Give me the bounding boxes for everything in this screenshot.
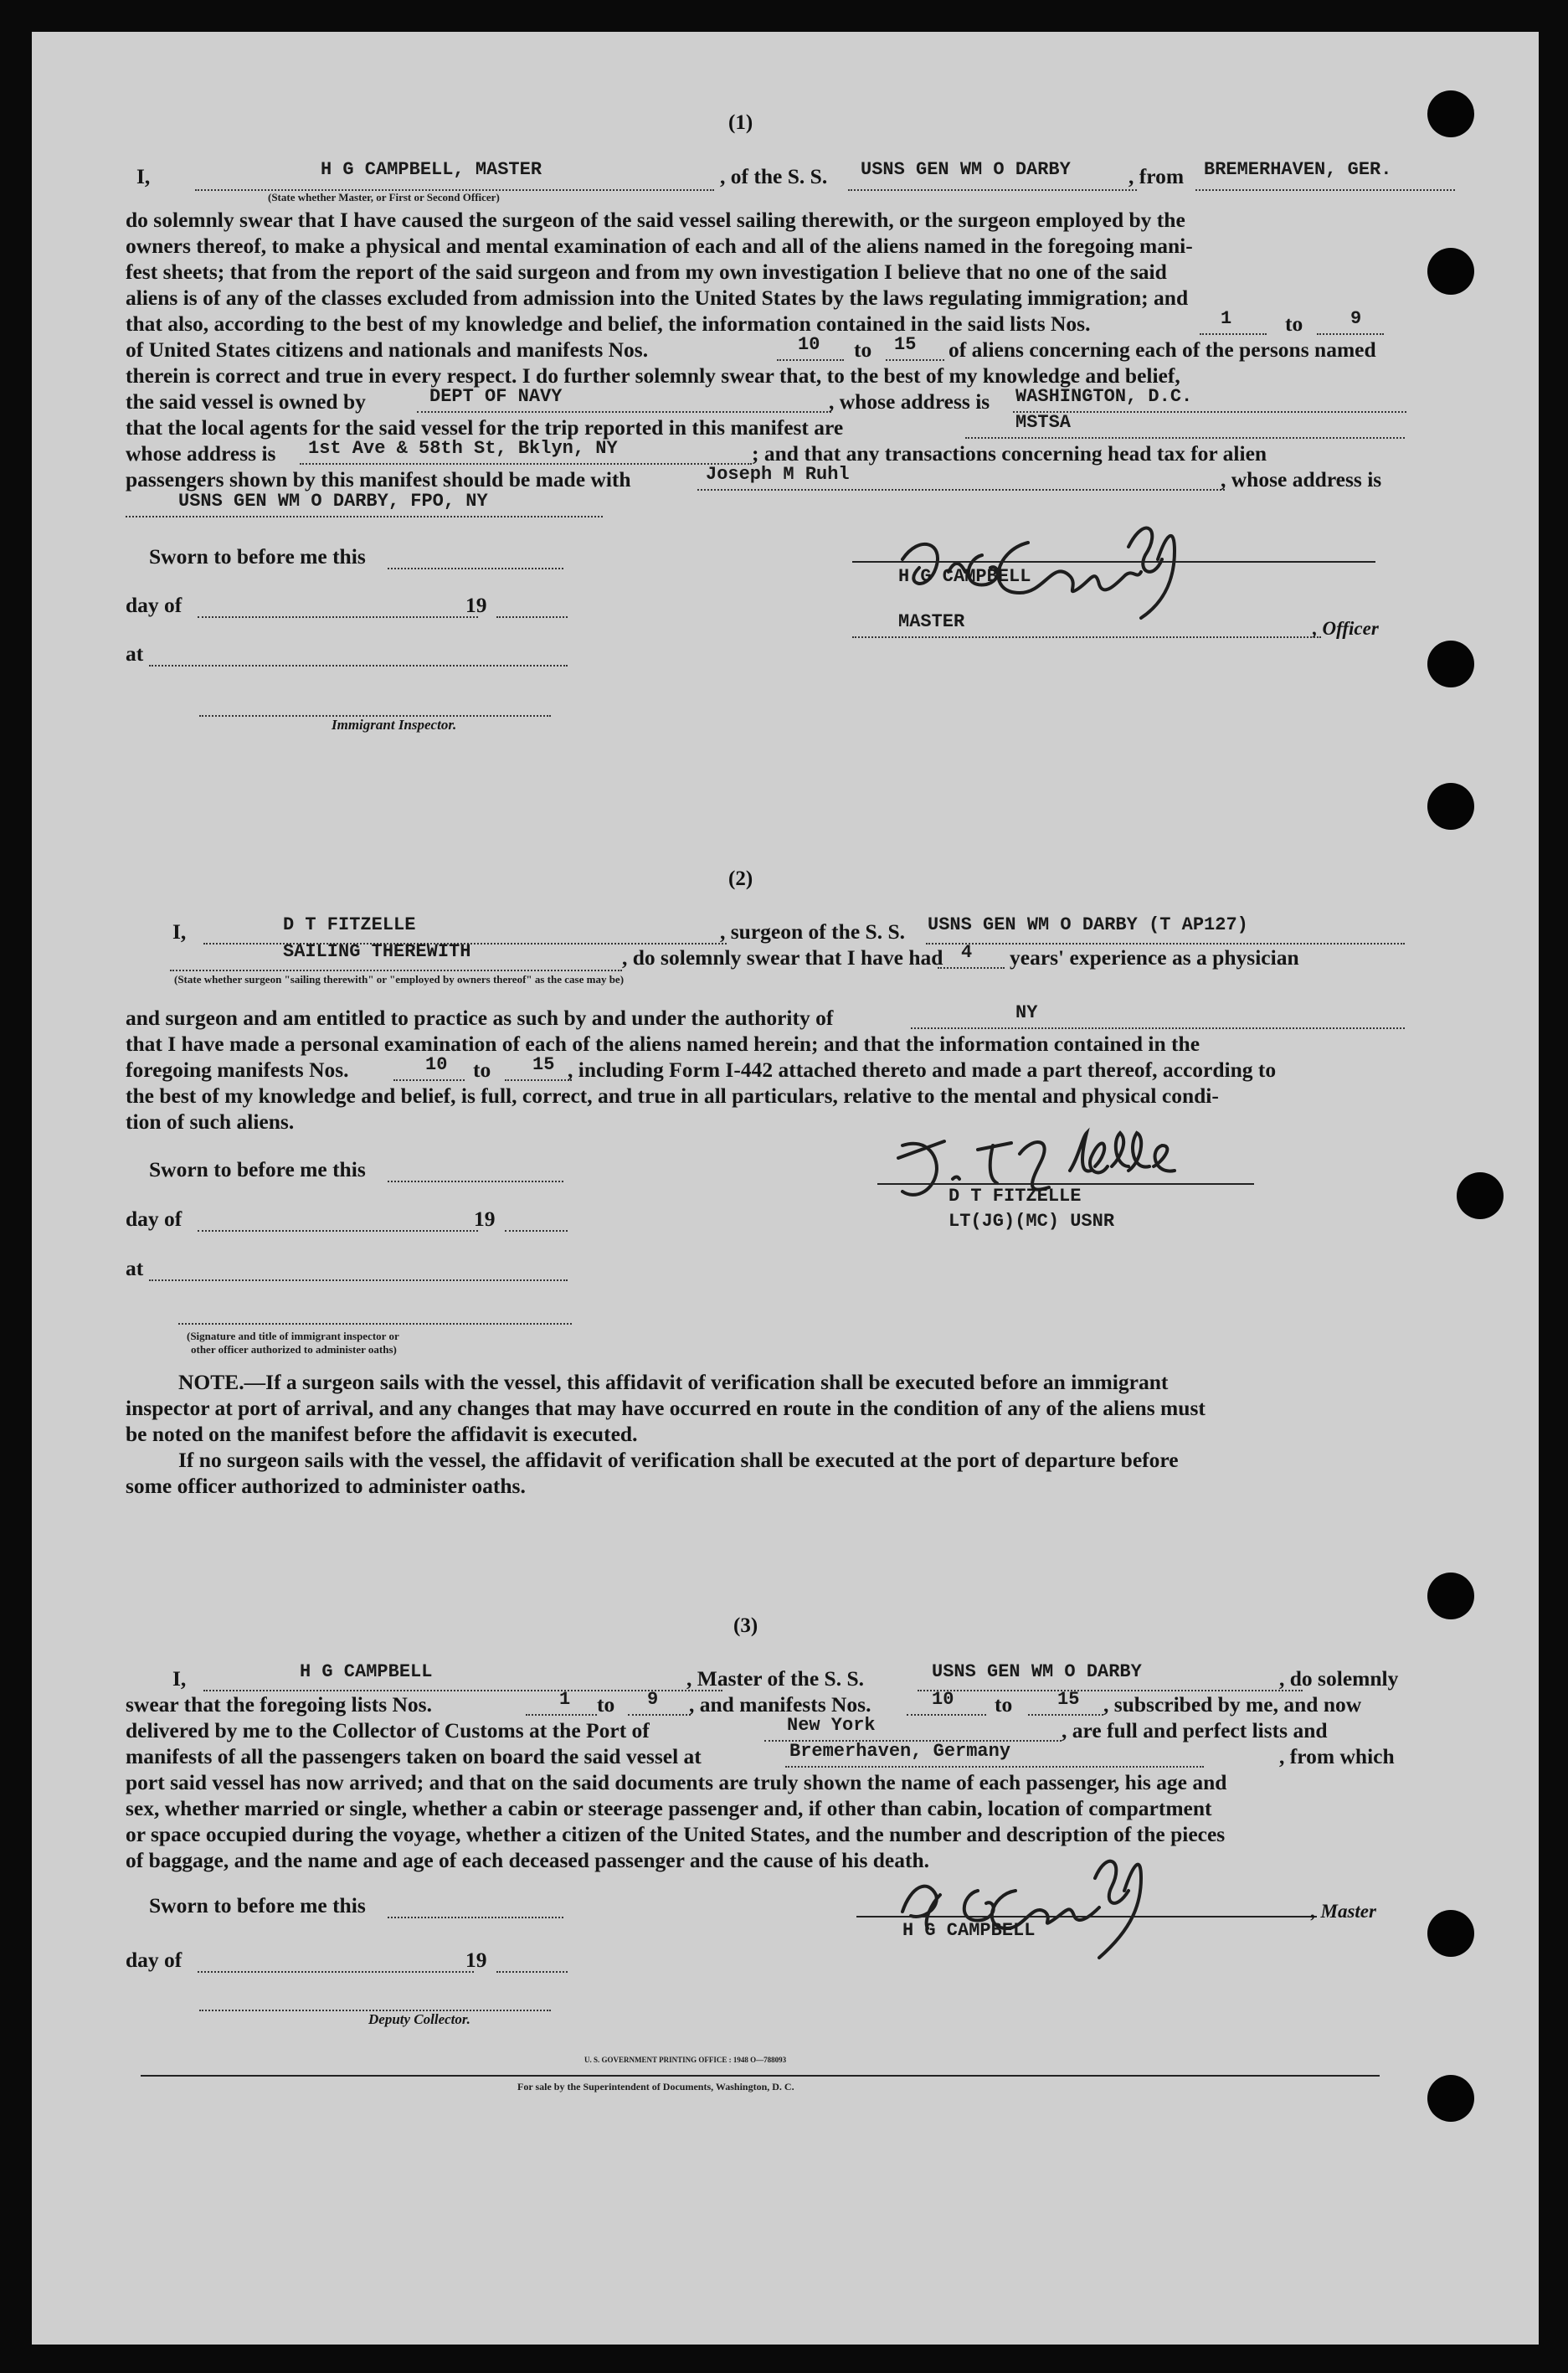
s3-master-name: H G CAMPBELL [300, 1661, 433, 1682]
section-2-heading: (2) [728, 867, 753, 890]
subscribed-text: , subscribed by me, and now [1103, 1692, 1362, 1717]
manifests-to: 15 [894, 334, 917, 355]
blank-line [526, 1714, 597, 1716]
blank-line [300, 463, 752, 465]
note-line: If no surgeon sails with the vessel, the affidavit of verification shall be executed at the port of departure before [178, 1448, 1179, 1472]
blank-line [911, 1027, 1405, 1029]
blank-line [907, 1714, 986, 1716]
punch-hole [1457, 1172, 1504, 1219]
punch-hole [1427, 1910, 1474, 1957]
punch-hole [1427, 783, 1474, 830]
section-1-heading: (1) [728, 111, 753, 134]
manifests-all-text: manifests of all the passengers taken on board the said vessel at [126, 1744, 702, 1768]
day-of-label: day of [126, 593, 183, 617]
day-of-label: day of [126, 1948, 183, 1972]
signature-line [852, 561, 1375, 563]
section-3-heading: (3) [733, 1614, 758, 1637]
authority: NY [1015, 1002, 1038, 1023]
blank-line [170, 970, 622, 971]
owner-address: WASHINGTON, D.C. [1015, 386, 1193, 407]
blank-line [965, 437, 1405, 439]
para-line: owners thereof, to make a physical and mental examination of each and all of the aliens named in the foregoing mani- [126, 234, 1193, 258]
blank-line [1013, 411, 1406, 413]
year-prefix: 19 [465, 1948, 487, 1972]
blank-line [886, 359, 944, 361]
lead-i: I, [172, 1666, 187, 1691]
master-of-label: , Master of the S. S. [686, 1666, 865, 1691]
contact-address: USNS GEN WM O DARBY, FPO, NY [178, 491, 488, 512]
para-line: whose address is [126, 441, 276, 466]
master-signature-2 [869, 1845, 1271, 1974]
s3-manifests-to: 15 [1057, 1689, 1080, 1710]
signature-line [856, 1916, 1317, 1917]
deputy-collector-label: Deputy Collector. [368, 2011, 470, 2027]
master-label: , Master [1311, 1901, 1376, 1922]
blank-line [926, 943, 1405, 945]
to-word: to [995, 1692, 1013, 1717]
para-line: therein is correct and true in every respect. I do further solemnly swear that, to the best of my knowledge and belief, [126, 363, 1180, 388]
officer-label: , Officer [1313, 618, 1379, 639]
blank-line [1200, 333, 1267, 335]
blank-line [496, 1971, 568, 1973]
from-label: , from [1128, 164, 1185, 188]
blank-line [505, 1230, 568, 1232]
para-line: fest sheets; that from the report of the said surgeon and from my own investigation I believe that no one of the said [126, 260, 1167, 284]
blank-line [388, 568, 563, 569]
punch-hole [1427, 90, 1474, 137]
punch-hole [1427, 1573, 1474, 1619]
sworn-label: Sworn to before me this [149, 1157, 366, 1181]
and-manifests: , and manifests Nos. [689, 1692, 871, 1717]
whose-address-label: , whose address is [1221, 467, 1382, 492]
blank-line [198, 616, 478, 618]
para-line: or space occupied during the voyage, whether a citizen of the United States, and the number and description of the pieces [126, 1822, 1226, 1846]
s3-lists-to: 9 [647, 1689, 659, 1710]
year-prefix: 19 [465, 593, 487, 617]
immigrant-inspector-label: Immigrant Inspector. [332, 717, 457, 733]
s2-manifests-to: 15 [532, 1054, 555, 1075]
of-ss-label: , of the S. S. [720, 164, 828, 188]
blank-line [149, 1279, 568, 1281]
day-of-label: day of [126, 1207, 183, 1231]
blank-line [178, 1323, 572, 1325]
blank-line [393, 1079, 465, 1081]
year-prefix: 19 [474, 1207, 496, 1231]
blank-line [785, 1766, 1204, 1768]
para-line: the best of my knowledge and belief, is full, correct, and true in all particulars, relative to the mental and physical condi- [126, 1084, 1219, 1108]
head-tax-contact: Joseph M Ruhl [706, 464, 850, 485]
vessel-line [848, 189, 1137, 191]
signature-note: other officer authorized to administer oaths) [191, 1343, 397, 1356]
blank-line [203, 1690, 722, 1691]
agents-address: 1st Ave & 58th St, Bklyn, NY [308, 438, 618, 459]
blank-line [417, 411, 831, 413]
section1-signed-title: MASTER [898, 611, 965, 632]
note-line: inspector at port of arrival, and any changes that may have occurred en route in the condition of any of the aliens must [126, 1396, 1206, 1420]
blank-line [388, 1917, 563, 1918]
note-line: NOTE.—If a surgeon sails with the vessel, this affidavit of verification shall be executed before an immigrant [178, 1370, 1169, 1394]
lists-from: 1 [1221, 308, 1232, 329]
years-experience: 4 [961, 942, 973, 963]
printing-office-line: U. S. GOVERNMENT PRINTING OFFICE : 1948 O—788093 [584, 2056, 787, 2064]
sailing-note: (State whether surgeon "sailing therewith" or "employed by owners thereof" as the case may be) [174, 973, 625, 986]
vessel-name: USNS GEN WM O DARBY [861, 159, 1071, 180]
whose-address-label: , whose address is [829, 389, 990, 414]
para-line: foregoing manifests Nos. [126, 1058, 349, 1082]
para-line: passengers shown by this manifest should be made with [126, 467, 631, 492]
full-perfect-text: , are full and perfect lists and [1062, 1718, 1328, 1742]
officer-note: (State whether Master, or First or Second Officer) [268, 191, 500, 203]
blank-line [628, 1714, 691, 1716]
blank-line [198, 1230, 478, 1232]
lists-to: 9 [1350, 308, 1362, 329]
sailing-therewith: SAILING THEREWITH [283, 941, 471, 962]
at-label: at [126, 641, 144, 666]
manifest-page [32, 32, 1539, 2345]
footer-rule [141, 2075, 1380, 2077]
head-tax-text: ; and that any transactions concerning head tax for alien [752, 441, 1267, 466]
blank-line [496, 616, 568, 618]
to-word: to [597, 1692, 615, 1717]
para-line: tion of such aliens. [126, 1109, 295, 1134]
blank-line [149, 665, 568, 667]
sale-note: For sale by the Superintendent of Documents, Washington, D. C. [517, 2081, 794, 2092]
arrival-port: New York [787, 1715, 876, 1736]
swear-lists: swear that the foregoing lists Nos. [126, 1692, 432, 1717]
to-word: to [854, 337, 872, 362]
punch-hole [1427, 641, 1474, 687]
blank-line [777, 359, 844, 361]
para-line: that I have made a personal examination of each of the aliens named herein; and that the information contained in the [126, 1032, 1200, 1056]
punch-hole [1427, 2075, 1474, 2122]
para-line: of baggage, and the name and age of each deceased passenger and the cause of his death. [126, 1848, 930, 1872]
surgeon-of-label: , surgeon of the S. S. [720, 919, 906, 944]
punch-hole [1427, 248, 1474, 295]
s2-manifests-from: 10 [425, 1054, 448, 1075]
years-text: years' experience as a physician [1010, 945, 1299, 970]
para-line: sex, whether married or single, whether a cabin or steerage passenger and, if other than cabin, location of compartment [126, 1796, 1212, 1820]
aliens-concerning: of aliens concerning each of the persons named [949, 337, 1376, 362]
note-line: some officer authorized to administer oaths. [126, 1474, 526, 1498]
swear-text: , do solemnly swear that I have had [622, 945, 943, 970]
manifests-from: 10 [798, 334, 820, 355]
para-line: of United States citizens and nationals and manifests Nos. [126, 337, 649, 362]
surgeon-name: D T FITZELLE [283, 914, 416, 935]
authority-line: and surgeon and am entitled to practice as such by and under the authority of [126, 1006, 834, 1030]
departure-place: Bremerhaven, Germany [789, 1741, 1011, 1762]
delivered-text: delivered by me to the Collector of Customs at the Port of [126, 1718, 650, 1742]
from-which-text: , from which [1279, 1744, 1395, 1768]
para-line: do solemnly swear that I have caused the surgeon of the said vessel sailing therewith, or the surgeon employed by the [126, 208, 1185, 232]
blank-line [505, 1079, 572, 1081]
para-line: that also, according to the best of my knowledge and belief, the information contained in the said lists Nos. [126, 311, 1091, 336]
blank-line [697, 489, 1225, 491]
para-line: that the local agents for the said vessel for the trip reported in this manifest are [126, 415, 844, 440]
blank-line [852, 636, 1321, 638]
signature-line [877, 1183, 1254, 1185]
to-word: to [1285, 311, 1303, 336]
para-line: port said vessel has now arrived; and that on the said documents are truly shown the name of each passenger, his age and [126, 1770, 1227, 1794]
blank-line [1028, 1714, 1103, 1716]
para-line: the said vessel is owned by [126, 389, 366, 414]
form-text: , including Form I-442 attached thereto and made a part thereof, according to [568, 1058, 1277, 1082]
departure-port: BREMERHAVEN, GER. [1204, 159, 1392, 180]
surgeon-signed-name: D T FITZELLE [949, 1186, 1082, 1207]
blank-line [1317, 333, 1384, 335]
lead-i: I, [172, 919, 187, 944]
master-name: H G CAMPBELL, MASTER [321, 159, 542, 180]
local-agents: MSTSA [1015, 412, 1072, 433]
surgeon-rank: LT(JG)(MC) USNR [949, 1211, 1115, 1232]
blank-line [918, 1690, 1303, 1691]
blank-line [198, 1971, 474, 1973]
surgeon-vessel: USNS GEN WM O DARBY (T AP127) [928, 914, 1248, 935]
port-line [1195, 189, 1455, 191]
solemnly-text: , do solemnly [1279, 1666, 1399, 1691]
blank-line [938, 967, 1005, 969]
at-label: at [126, 1256, 144, 1280]
signature-note: (Signature and title of immigrant inspector or [187, 1330, 399, 1342]
to-word: to [473, 1058, 491, 1082]
sworn-label: Sworn to before me this [149, 1893, 366, 1917]
note-line: be noted on the manifest before the affidavit is executed. [126, 1422, 638, 1446]
blank-line [388, 1181, 563, 1182]
s3-manifests-from: 10 [932, 1689, 954, 1710]
s3-signed-name: H G CAMPBELL [902, 1920, 1036, 1941]
sworn-label: Sworn to before me this [149, 544, 366, 569]
para-line: aliens is of any of the classes excluded from admission into the United States by the laws regulating immigration; and [126, 286, 1189, 310]
s3-lists-from: 1 [559, 1689, 571, 1710]
blank-line [126, 516, 603, 517]
lead-i: I, [136, 164, 151, 188]
vessel-owner: DEPT OF NAVY [429, 386, 563, 407]
section1-signed-name: H G CAMPBELL [898, 566, 1031, 587]
s3-vessel: USNS GEN WM O DARBY [932, 1661, 1142, 1682]
